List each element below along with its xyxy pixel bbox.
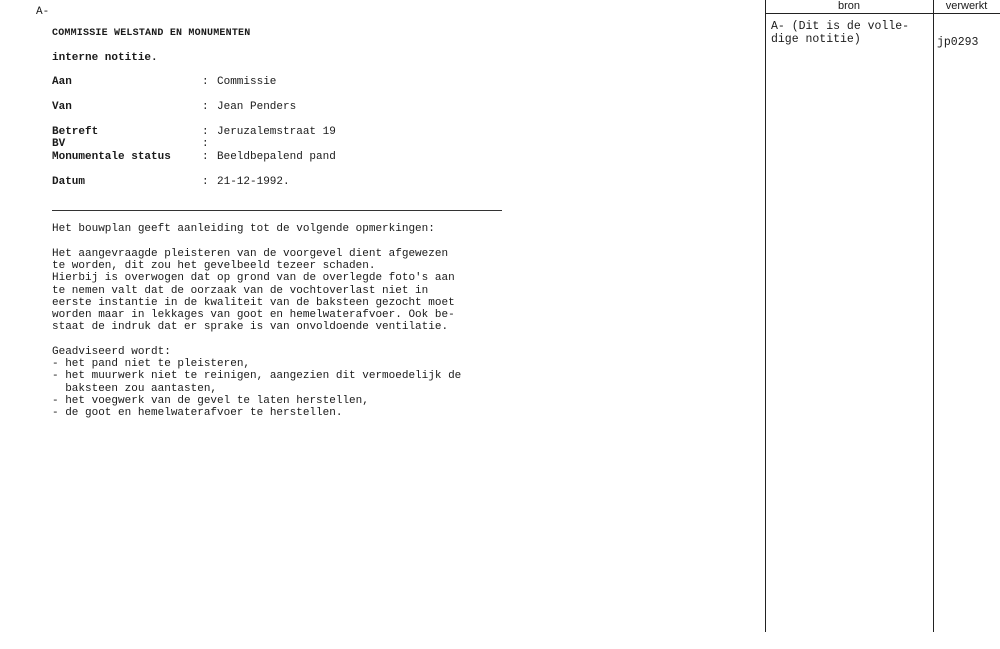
advice-list: Geadviseerd wordt: - het pand niet te pleisteren, - het muurwerk niet te reinigen, aangezien dit vermoedelijk de baksteen zou aantasten, - het voegwerk van de gevel te laten herstellen, - de goot en hemelwaterafvoer te herstellen. (52, 346, 462, 420)
field-value: Beeldbepalend pand (217, 151, 336, 163)
field-label: BV (52, 138, 66, 150)
header-rule (765, 13, 1000, 14)
memo-subtitle: interne notitie. (52, 52, 158, 64)
body-paragraph: Het aangevraagde pleisteren van de voorgevel dient afgewezen te worden, dit zou het gevelbeeld tezeer schaden. Hierbij is overwogen dat op grond van de overlegde foto's aan te nemen valt dat de oorzaak van de vochtoverlast niet in eerste instantie in de kwaliteit van de baksteen gezocht moet worden maar in lekkages van goot en hemelwaterafvoer. Ook be- staat de indruk dat er sprake is van onvoldoende ventilatie. (52, 248, 455, 334)
column-header-bron: bron (837, 0, 861, 12)
field-separator: : (202, 76, 209, 88)
organization-title: COMMISSIE WELSTAND EN MONUMENTEN (52, 28, 251, 39)
field-separator: : (202, 151, 209, 163)
column-divider-left (765, 0, 766, 632)
column-divider-right (933, 0, 934, 632)
field-value: Jeruzalemstraat 19 (217, 126, 336, 138)
field-separator: : (202, 126, 209, 138)
divider-line (52, 210, 502, 211)
field-label: Betreft (52, 126, 99, 138)
field-separator: : (202, 138, 209, 150)
field-separator: : (202, 176, 209, 188)
field-label: Monumentale status (52, 151, 171, 163)
intro-text: Het bouwplan geeft aanleiding tot de volgende opmerkingen: (52, 223, 435, 235)
bron-note: A- (Dit is de volle- dige notitie) (771, 20, 910, 46)
field-label: Aan (52, 76, 72, 88)
archive-sidebar (765, 0, 1000, 649)
field-separator: : (202, 101, 209, 113)
field-label: Datum (52, 176, 86, 188)
page-marker: A- (36, 6, 50, 18)
field-value: Jean Penders (217, 101, 297, 113)
field-label: Van (52, 101, 72, 113)
verwerkt-code: jp0293 (937, 36, 979, 49)
field-value: 21-12-1992. (217, 176, 290, 188)
field-value: Commissie (217, 76, 277, 88)
column-header-verwerkt: verwerkt (945, 0, 988, 12)
